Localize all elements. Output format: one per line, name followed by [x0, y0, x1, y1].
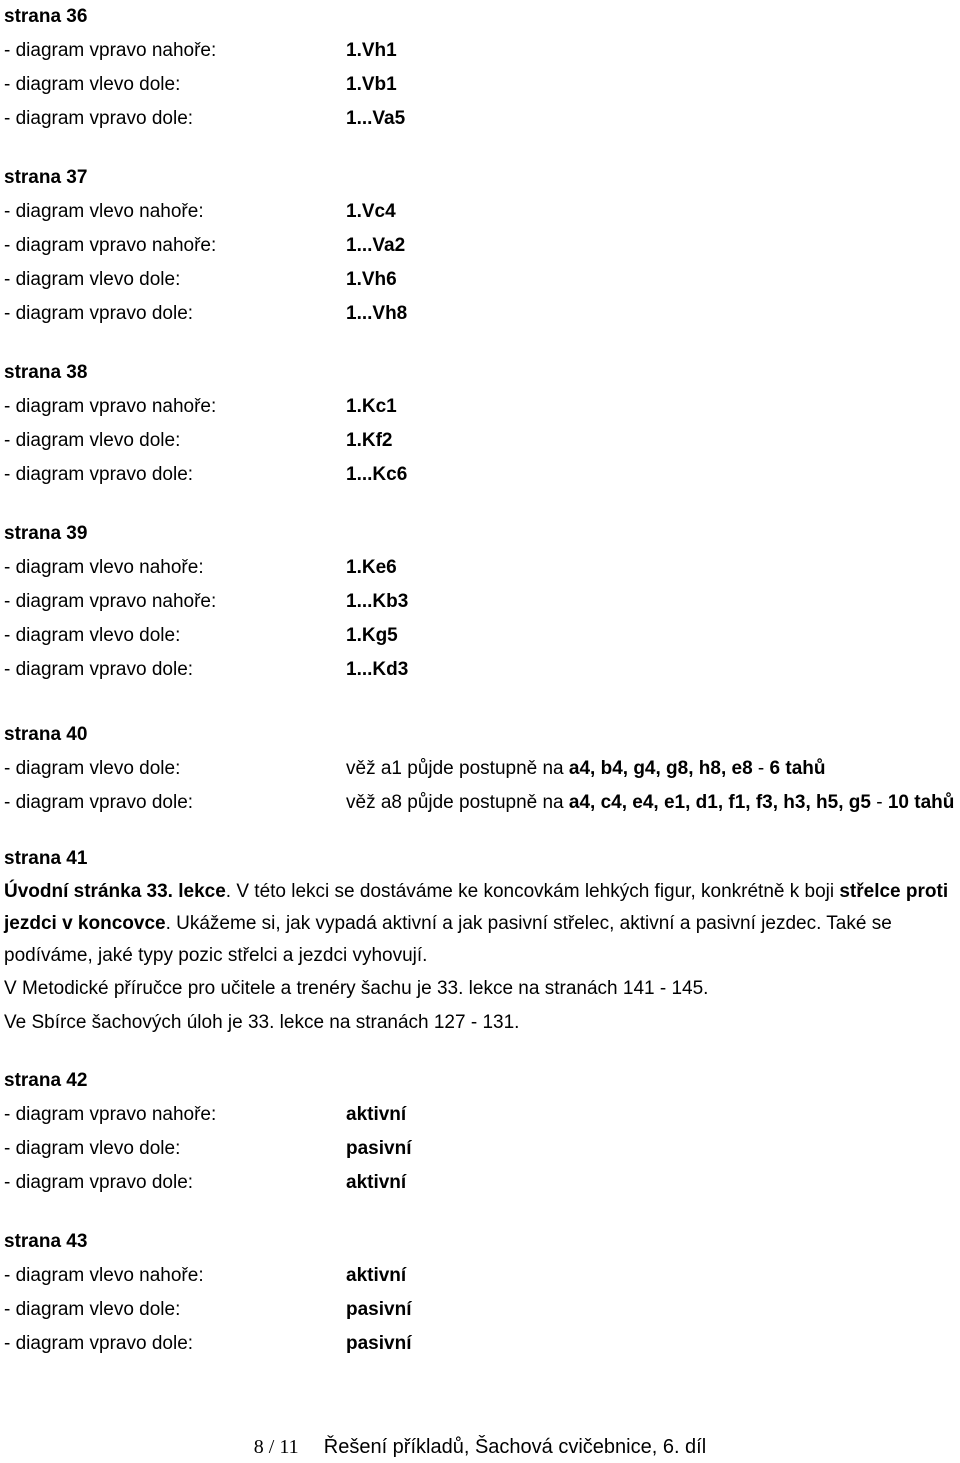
solution-move: 1.Kc1: [346, 396, 397, 417]
solution-row: [4, 1098, 956, 1132]
document-body: [4, 0, 956, 1361]
desc-dash: -: [870, 792, 888, 813]
solution-row: [4, 458, 956, 492]
section-heading: strana 37: [4, 167, 88, 188]
diagram-label: - diagram vpravo dole:: [4, 1172, 194, 1193]
piece-activity: aktivní: [346, 1172, 407, 1193]
solution-row: [4, 551, 956, 585]
intro-text-continued: . Ukážeme si, jak vypadá aktivní a jak pasivní střelec, aktivní a pasivní jezdec. Také se podíváme, jaké typy pozic střelci a jezdci vyhovují.: [4, 913, 892, 966]
diagram-label: - diagram vpravo dole:: [4, 659, 194, 680]
section-strana-36: [4, 0, 956, 136]
diagram-label: - diagram vpravo nahoře:: [4, 235, 217, 256]
piece-activity: aktivní: [346, 1265, 407, 1286]
diagram-label: - diagram vlevo nahoře:: [4, 557, 204, 578]
diagram-label: - diagram vlevo dole:: [4, 430, 181, 451]
diagram-label: - diagram vpravo nahoře:: [4, 1104, 217, 1125]
solution-move: 1.Vh6: [346, 269, 397, 290]
section-strana-40: [4, 718, 956, 820]
section-heading: strana 41: [4, 848, 88, 869]
solution-move: 1.Vc4: [346, 201, 396, 222]
solution-row: [4, 752, 956, 786]
piece-activity: pasivní: [346, 1138, 412, 1159]
diagram-label: - diagram vlevo dole:: [4, 269, 181, 290]
collection-reference: Ve Sbírce šachových úloh je 33. lekce na stranách 127 - 131.: [4, 1012, 520, 1033]
solution-row: [4, 1166, 956, 1200]
solution-row: [4, 195, 956, 229]
diagram-label: - diagram vpravo nahoře:: [4, 591, 217, 612]
section-strana-43: [4, 1225, 956, 1361]
desc-text: věž a8 půjde postupně na: [346, 792, 569, 813]
solution-row: [4, 34, 956, 68]
diagram-label: - diagram vpravo dole:: [4, 1333, 194, 1354]
solution-row: [4, 297, 956, 331]
diagram-label: - diagram vlevo dole:: [4, 1299, 181, 1320]
page-number: 8 / 11: [253, 1436, 299, 1458]
solution-row: [4, 1327, 956, 1361]
solution-move: 1.Vh1: [346, 40, 397, 61]
solution-move: 1...Kd3: [346, 659, 409, 680]
topic-bold-text: střelce proti jezdci v koncovce: [4, 881, 949, 934]
solution-row: [4, 1293, 956, 1327]
diagram-label: - diagram vpravo dole:: [4, 108, 194, 129]
manual-reference: V Metodické příručce pro učitele a trenéry šachu je 33. lekce na stranách 141 - 145.: [4, 978, 709, 999]
piece-activity: pasivní: [346, 1299, 412, 1320]
section-heading: strana 39: [4, 523, 88, 544]
solution-move: 1...Va2: [346, 235, 406, 256]
solution-row: [4, 585, 956, 619]
solution-move: 1.Vb1: [346, 74, 397, 95]
section-strana-38: [4, 356, 956, 492]
solution-row: [4, 68, 956, 102]
solution-row: [4, 263, 956, 297]
section-heading: strana 38: [4, 362, 88, 383]
solution-move: 1.Kg5: [346, 625, 398, 646]
solution-row: [4, 1259, 956, 1293]
lesson-intro-paragraph: [4, 876, 956, 972]
page-footer: [0, 1432, 960, 1462]
rook-path-description: [346, 786, 956, 820]
section-heading: strana 36: [4, 6, 88, 27]
solution-row: [4, 229, 956, 263]
solution-row: [4, 653, 956, 687]
intro-dot: .: [225, 881, 232, 902]
intro-text: V této lekci se dostáváme ke koncovkám lehkých figur, konkrétně k boji: [231, 881, 840, 902]
section-heading: strana 42: [4, 1070, 88, 1091]
section-strana-42: [4, 1064, 956, 1200]
section-heading: strana 40: [4, 724, 88, 745]
diagram-label: - diagram vpravo dole:: [4, 303, 194, 324]
section-heading: strana 43: [4, 1231, 88, 1252]
desc-text: věž a1 půjde postupně na: [346, 758, 569, 779]
rook-squares: a4, b4, g4, g8, h8, e8: [568, 758, 753, 779]
diagram-label: - diagram vpravo dole:: [4, 792, 194, 813]
solution-move: 1.Ke6: [346, 557, 397, 578]
solution-row: [4, 1132, 956, 1166]
desc-dash: -: [752, 758, 770, 779]
section-strana-37: [4, 161, 956, 331]
diagram-label: - diagram vpravo dole:: [4, 464, 194, 485]
diagram-label: - diagram vlevo nahoře:: [4, 201, 204, 222]
solution-row: [4, 390, 956, 424]
solution-move: 1...Va5: [346, 108, 406, 129]
piece-activity: pasivní: [346, 1333, 412, 1354]
diagram-label: - diagram vlevo nahoře:: [4, 1265, 204, 1286]
move-count: 6 tahů: [769, 758, 826, 779]
diagram-label: - diagram vlevo dole:: [4, 1138, 181, 1159]
solution-row: [4, 424, 956, 458]
section-strana-41: [4, 842, 956, 1040]
solution-row: [4, 619, 956, 653]
solution-move: 1...Kc6: [346, 464, 408, 485]
diagram-label: - diagram vpravo nahoře:: [4, 396, 217, 417]
solution-move: 1...Vh8: [346, 303, 408, 324]
rook-path-description: [346, 752, 956, 786]
diagram-label: - diagram vlevo dole:: [4, 758, 181, 779]
move-count: 10 tahů: [887, 792, 955, 813]
diagram-label: - diagram vlevo dole:: [4, 74, 181, 95]
footer-title: Řešení příkladů, Šachová cvičebnice, 6. díl: [323, 1436, 707, 1458]
diagram-label: - diagram vlevo dole:: [4, 625, 181, 646]
solution-move: 1.Kf2: [346, 430, 393, 451]
rook-squares: a4, c4, e4, e1, d1, f1, f3, h3, h5, g5: [568, 792, 871, 813]
intro-bold-text: Úvodní stránka 33. lekce: [4, 881, 226, 902]
section-strana-39: [4, 517, 956, 687]
solution-move: 1...Kb3: [346, 591, 409, 612]
solution-row: [4, 102, 956, 136]
solution-row: [4, 786, 956, 820]
piece-activity: aktivní: [346, 1104, 407, 1125]
diagram-label: - diagram vpravo nahoře:: [4, 40, 217, 61]
